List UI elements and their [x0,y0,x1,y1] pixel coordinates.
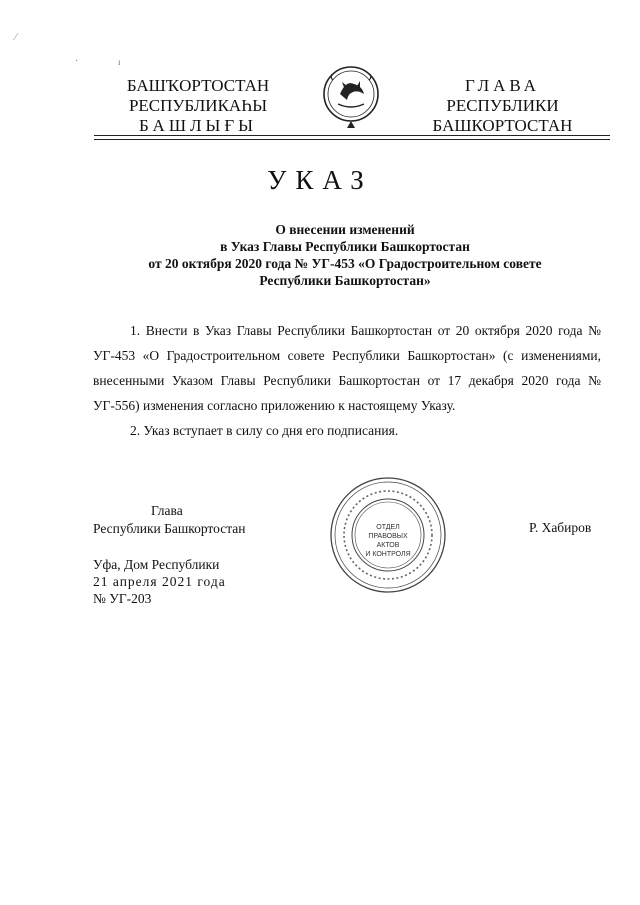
header-divider [94,139,610,140]
header-left-line: БАШҠОРТОСТАН [126,76,270,95]
stamp-line: ПРАВОВЫХ АКТОВ [368,533,408,549]
subject-line: О внесении изменений [275,222,415,237]
subject-line: Республики Башкортостан» [259,273,431,288]
signatory-name: Р. Хабиров [529,520,592,535]
stamp-line: И КОНТРОЛЯ [365,551,411,558]
paragraph: 1. Внести в Указ Главы Республики Башкортостан от 20 октября 2020 года № УГ-453 «О Градостроительном совете Республики Башкортостан» (с изменениями, внесенными Указом Главы Республики Башкортостан от 17 декабря 2020 года № УГ-556) изменения согласно приложению к настоящему Указу. [93,323,601,413]
paragraph: 2. Указ вступает в силу со дня его подписания. [130,423,399,438]
header-left-line: РЕСПУБЛИКАҺЫ [128,96,268,115]
header-right-line: ГЛАВА [465,76,540,95]
subject-line: в Указ Главы Республики Башкортостан [220,239,470,254]
issue-date: 21 апреля 2021 года [93,574,226,589]
header-divider [94,135,610,136]
header-right-line: РЕСПУБЛИКИ [446,96,559,115]
issue-place: Уфа, Дом Республики [93,557,220,572]
scan-mark: ı [118,57,121,67]
stamp-center-text [356,523,420,559]
scan-mark: ⁄ [15,32,17,43]
stamp-line: ОТДЕЛ [376,524,400,531]
position-line: Республики Башкортостан [93,521,246,536]
signatory-position [93,502,246,538]
coat-of-arms-emblem [318,60,384,132]
header-russian-title [420,76,585,136]
decree-subject [95,221,595,289]
scan-mark: · [75,56,79,67]
issue-details [93,556,226,607]
header-right-line: БАШКОРТОСТАН [432,116,573,135]
decree-body [93,318,601,443]
position-line: Глава [151,503,183,518]
header-bashkir-title [98,76,298,136]
subject-line: от 20 октября 2020 года № УГ-453 «О Градостроительном совете [148,256,542,271]
header-left-line: БАШЛЫҒЫ [139,116,257,135]
document-title: УКАЗ [267,165,373,195]
decree-number: № УГ-203 [93,591,152,606]
